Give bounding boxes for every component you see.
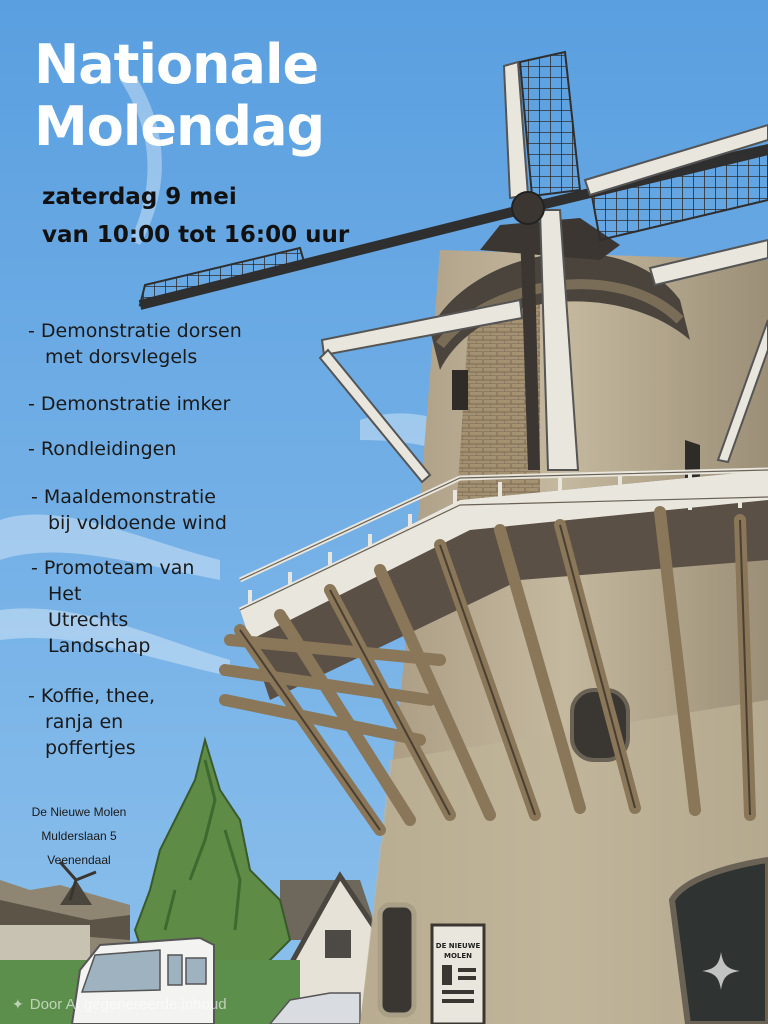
title-line-2: Molendag xyxy=(34,95,325,158)
program-item: - Demonstratie imker xyxy=(28,393,231,415)
address-line-2: Mulderslaan 5 xyxy=(41,829,117,843)
title-line-1: Nationale xyxy=(34,33,319,96)
poster-title xyxy=(34,34,324,158)
ai-disclaimer-text: Door AI gegenereerde inhoud xyxy=(29,996,227,1013)
ai-disclaimer xyxy=(12,994,227,1015)
address xyxy=(14,800,144,872)
address-line-1: De Nieuwe Molen xyxy=(31,805,127,819)
program-item: - Maaldemonstratie bij voldoende wind xyxy=(31,486,227,534)
date-line-2: van 10:00 tot 16:00 uur xyxy=(42,222,350,248)
event-date xyxy=(42,178,349,254)
mill-sign-line-1: DE NIEUWE xyxy=(435,942,481,950)
program-item: - Rondleidingen xyxy=(28,438,177,460)
program-item: - Koffie, thee, ranja en poffertjes xyxy=(28,685,156,759)
address-line-3: Veenendaal xyxy=(47,853,111,867)
program-item: - Promoteam van Het Utrechts Landschap xyxy=(31,557,195,657)
date-line-1: zaterdag 9 mei xyxy=(42,184,237,210)
mill-sign-line-2: MOLEN xyxy=(443,952,473,960)
sparkle-icon xyxy=(700,950,742,992)
program-item: - Demonstratie dorsen met dorsvlegels xyxy=(28,320,242,368)
sparkle-icon: ✦ xyxy=(12,996,24,1012)
